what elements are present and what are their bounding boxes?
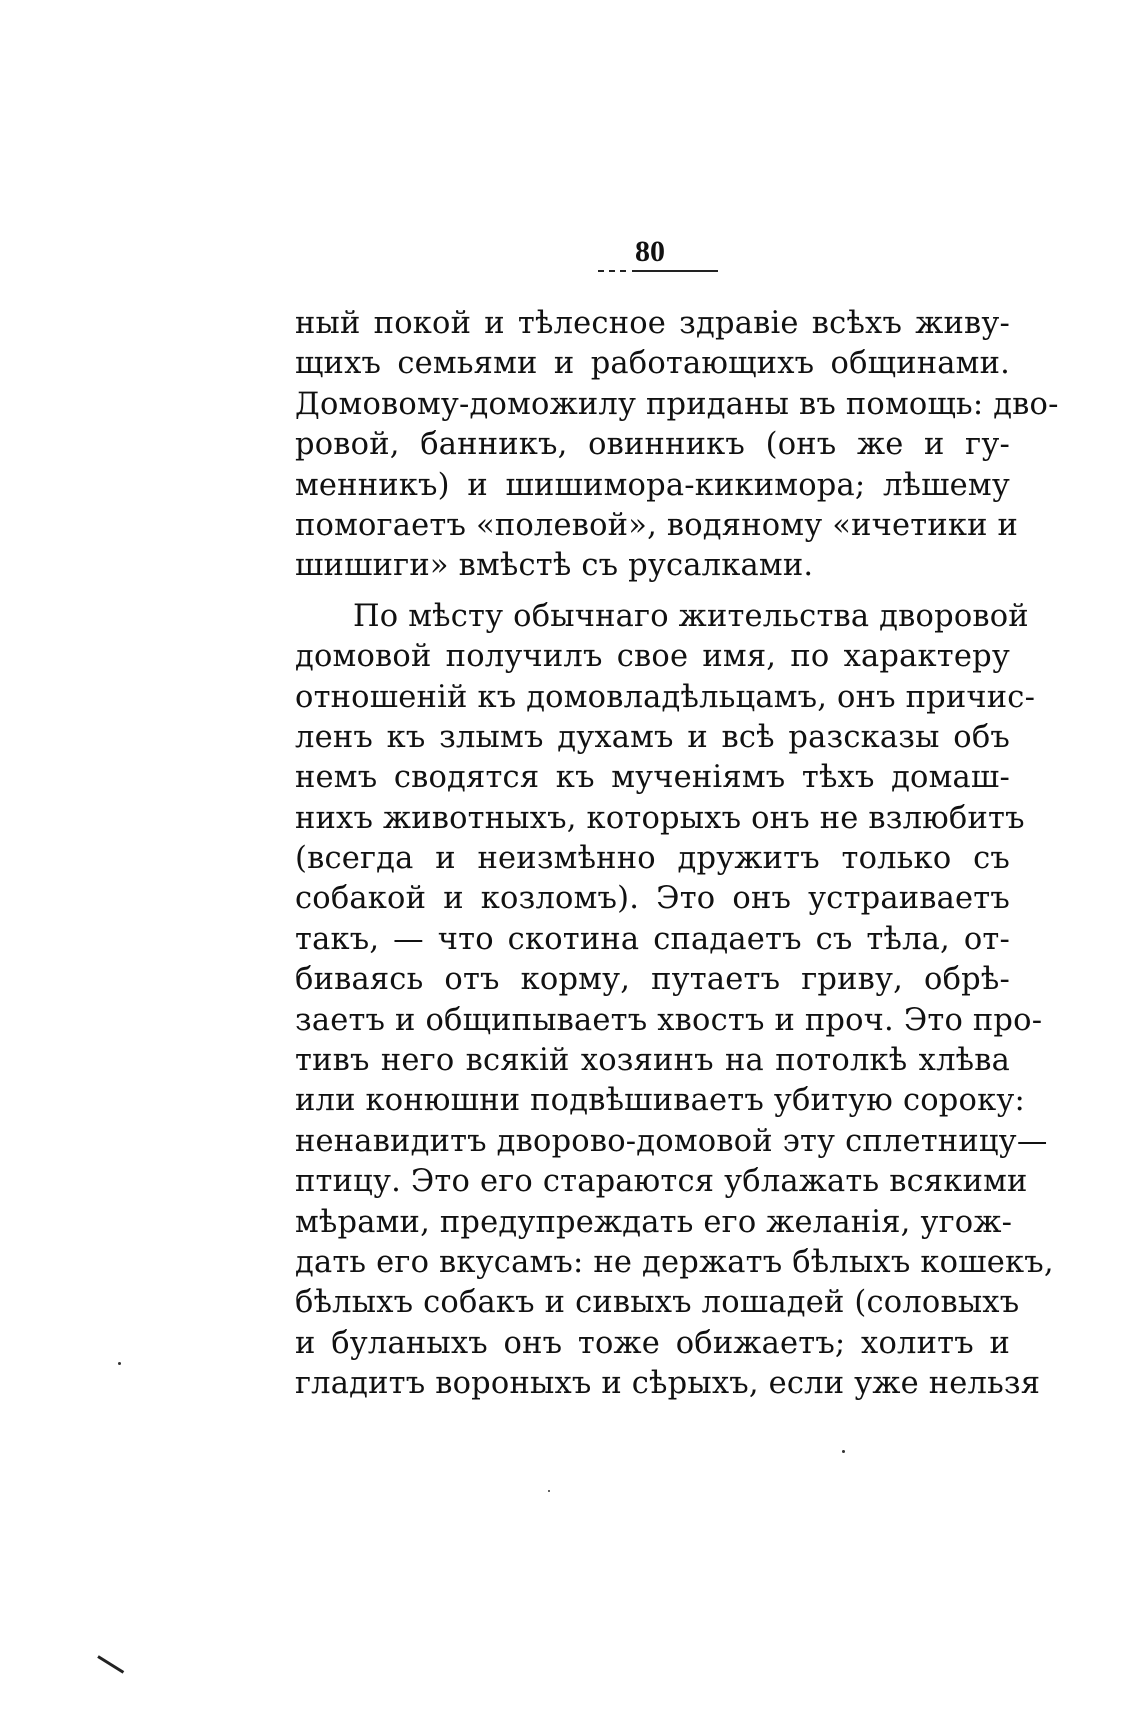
text-line: Домовому-доможилу приданы въ помощь: дво- [295, 386, 1059, 422]
text-line: нихъ животныхъ, которыхъ онъ не взлюбитъ [295, 800, 1025, 836]
scan-mark [97, 1655, 124, 1673]
text-line: собакой и козломъ). Это онъ устраиваетъ [295, 881, 1010, 917]
scan-speck [842, 1450, 845, 1453]
text-line: мѣрами, предупреждать его желанія, угож- [295, 1204, 1013, 1240]
text-line: менникъ) и шишимора-кикимора; лѣшему [295, 467, 1010, 503]
text-line: тивъ него всякій хозяинъ на потолкѣ хлѣва [295, 1043, 1010, 1079]
text-line: ровой, банникъ, овинникъ (онъ же и гу- [295, 427, 1010, 463]
text-line: По мѣсту обычнаго жительства дворовой [353, 598, 1029, 634]
text-line: ненавидитъ дворово-домовой эту сплетницу— [295, 1123, 1048, 1159]
body-text [295, 304, 1059, 1405]
text-line: заетъ и общипываетъ хвостъ и проч. Это про- [295, 1002, 1043, 1038]
text-line: немъ сводятся къ мученіямъ тѣхъ домаш- [295, 760, 1010, 796]
text-line: (всегда и неизмѣнно дружитъ только съ [295, 841, 1010, 877]
text-line: шишиги» вмѣстѣ съ русалками. [295, 548, 814, 584]
paragraph-1 [295, 304, 1059, 587]
text-line: и буланыхъ онъ тоже обижаетъ; холитъ и [295, 1325, 1010, 1361]
text-line: гладитъ вороныхъ и сѣрыхъ, если уже нельзя [295, 1366, 1041, 1402]
text-line: или конюшни подвѣшиваетъ убитую сороку: [295, 1083, 1025, 1119]
text-line: ный покой и тѣлесное здравіе всѣхъ живу- [295, 306, 1010, 341]
text-line: ленъ къ злымъ духамъ и всѣ разсказы объ [295, 719, 1010, 755]
page-number-underline-dashed [598, 270, 626, 272]
page-number-underline [632, 270, 718, 272]
text-line: биваясь отъ корму, путаетъ гриву, обрѣ- [295, 962, 1010, 998]
text-line: такъ, — что скотина спадаетъ съ тѣла, от- [295, 921, 1010, 957]
text-line: отношеній къ домовладѣльцамъ, онъ причис- [295, 679, 1036, 715]
text-line: птицу. Это его стараются ублажать всякими [295, 1164, 1028, 1200]
text-line: дать его вкусамъ: не держатъ бѣлыхъ кошекъ, [295, 1244, 1054, 1280]
page-number: 80 [635, 235, 665, 268]
text-line: щихъ семьями и работающихъ общинами. [295, 346, 1010, 382]
paragraph-2 [295, 597, 1054, 1405]
scan-speck [118, 1362, 121, 1365]
scan-speck [548, 1490, 550, 1492]
text-line: домовой получилъ свое имя, по характеру [295, 639, 1010, 675]
text-line: помогаетъ «полевой», водяному «ичетики и [295, 507, 1019, 543]
text-line: бѣлыхъ собакъ и сивыхъ лошадей (соловыхъ [295, 1285, 1020, 1321]
